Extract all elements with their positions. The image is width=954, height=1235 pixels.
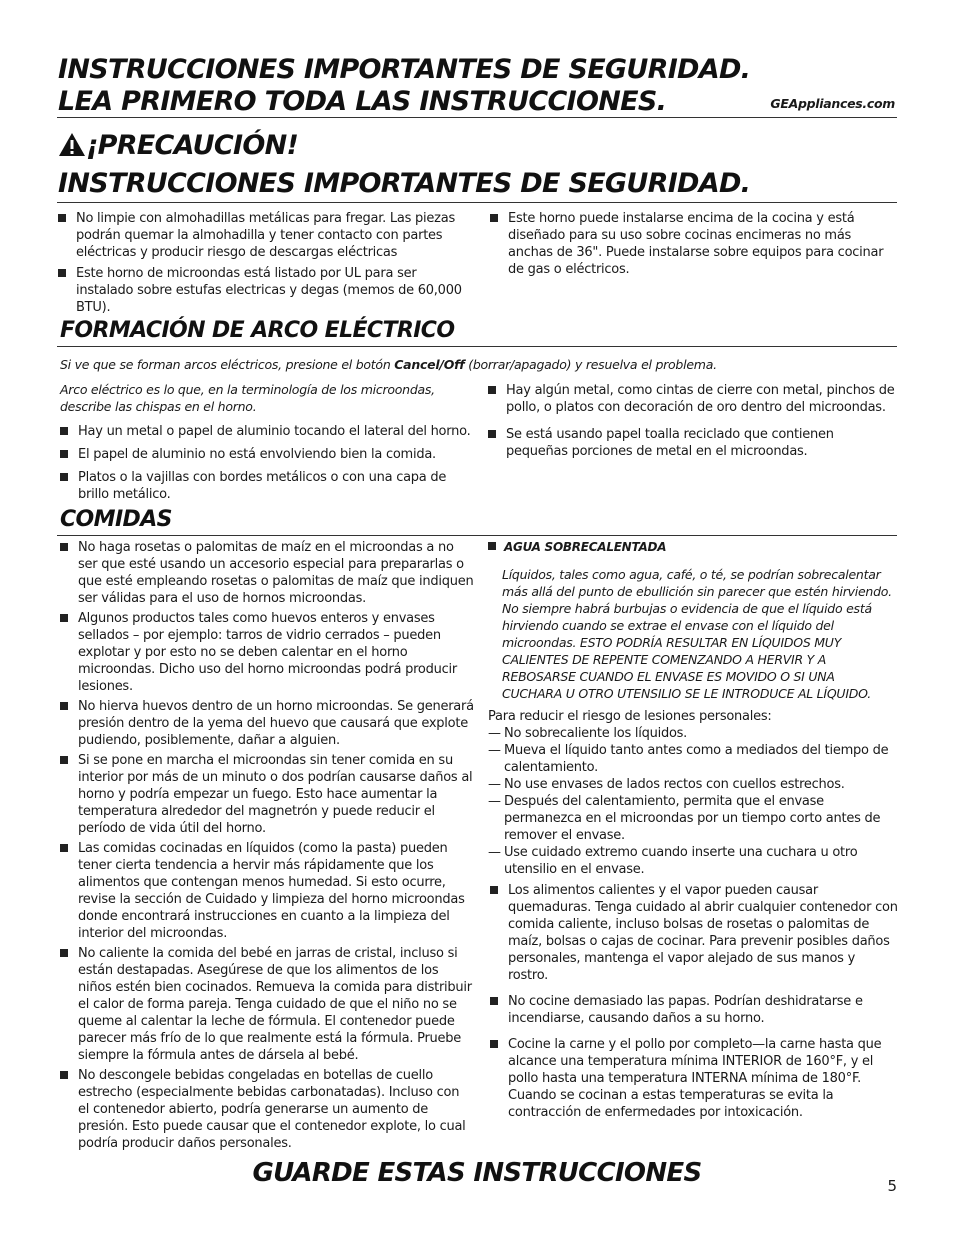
warning-icon [58, 132, 86, 157]
list-item: Este horno de microondas está listado por UL para ser instalado sobre estufas electricas y degas (memos de 60,000 BTU). [56, 265, 466, 316]
page-number: 5 [887, 1177, 897, 1195]
header-divider [57, 117, 897, 118]
arcing-definition: Arco eléctrico es lo que, en la terminología de los microondas, describe las chispas en el horno. [60, 382, 435, 414]
dash-item: — No sobrecaliente los líquidos. [488, 725, 898, 742]
list-item: Cocine la carne y el pollo por completo—la carne hasta que alcance una temperatura mínima INTERIOR de 160°F, y el pollo hasta una temperatura INTERNA mínima de 180°F. Cuando se cocinan a estas temperaturas se evita la contracción de enfermedades por intoxicación. [488, 1036, 898, 1121]
reduce-risk-intro: Para reducir el riesgo de lesiones personales: [488, 709, 772, 724]
caution-title: ¡PRECAUCIÓN! [86, 130, 299, 161]
foods-title: COMIDAS [60, 507, 172, 532]
list-item: No hierva huevos dentro de un horno microondas. Se generará presión dentro de la yema del huevo que causará que explote pudiendo, posiblemente, dañar a alguien. [58, 698, 474, 749]
website-link[interactable]: GEAppliances.com [770, 96, 895, 111]
list-item: Hay un metal o papel de aluminio tocando el lateral del horno. [58, 423, 473, 440]
superheated-water-heading: AGUA SOBRECALENTADA [488, 539, 898, 556]
caution-heading [58, 130, 898, 200]
list-item: No cocine demasiado las papas. Podrían deshidratarse e incendiarse, causando daños a su horno. [488, 993, 898, 1027]
caution-right-list [488, 210, 893, 278]
foods-left-list [58, 539, 474, 1152]
arcing-right-list [486, 382, 896, 460]
dash-item: — Después del calentamiento, permita que el envase permanezca en el microondas por un tiempo corto antes de remover el envase. [488, 793, 898, 844]
list-item: No caliente la comida del bebé en jarras de cristal, incluso si están destapadas. Asegúrese de que los alimentos de los niños estén bien cocinados. Remueva la comida para distribuir el calor de forma pareja. Tenga cuidado de que el niño no se queme al calentar la leche de fórmula. El contenedor puede parecer más frío de lo que realmente está la fórmula. Pruebe siempre la fórmula antes de dársela al bebé. [58, 945, 474, 1064]
list-item: Platos o la vajillas con bordes metálicos o con una capa de brillo metálico. [58, 469, 473, 503]
title-line-1: INSTRUCCIONES IMPORTANTES DE SEGURIDAD. [58, 54, 751, 85]
list-item: Se está usando papel toalla reciclado que contienen pequeñas porciones de metal en el microondas. [486, 426, 896, 460]
foods-divider [57, 535, 897, 536]
caution-subtitle: INSTRUCCIONES IMPORTANTES DE SEGURIDAD. [58, 168, 751, 199]
save-instructions-footer: GUARDE ESTAS INSTRUCCIONES [252, 1158, 702, 1188]
list-item: Los alimentos calientes y el vapor pueden causar quemaduras. Tenga cuidado al abrir cualquier contenedor con comida caliente, incluso bolsas de rosetas o palomitas de maíz, bolsas o cajas de cocinar. Para prevenir posibles daños personales, mantenga el vapor alejado de sus manos y rostro. [488, 882, 898, 984]
caution-left-list [56, 210, 466, 316]
list-item: No descongele bebidas congeladas en botellas de cuello estrecho (especialmente bebidas carbonatadas). Incluso con el contenedor abierto, podría generarse un aumento de presión. Esto puede causar que el contenedor explote, lo cual podría producir daños personales. [58, 1067, 474, 1152]
bullet-icon [488, 542, 496, 550]
list-item: Hay algún metal, como cintas de cierre con metal, pinchos de pollo, o platos con decoración de oro dentro del microondas. [486, 382, 896, 416]
reduce-risk-list [488, 725, 898, 878]
page-title [58, 54, 778, 118]
cancel-off-label: Cancel/Off [394, 357, 465, 372]
title-line-2: LEA PRIMERO TODA LAS INSTRUCCIONES. [58, 86, 667, 117]
caution-divider [57, 202, 897, 203]
foods-right-column [488, 539, 898, 1121]
superheated-water-text: Líquidos, tales como agua, café, o té, se podrían sobrecalentar más allá del punto de ebullición sin parecer que estén hirviendo. No siempre habrá burbujas o evidencia de que el líquido está hirviendo cuando se extrae el envase con el líquido del microondas. ESTO PODRÍA RESULTAR EN LÍQUIDOS MUY CALIENTES DE REPENTE COMENZANDO A HERVIR Y A REBOSARSE CUANDO EL ENVASE ES MOVIDO O SI UNA CUCHARA U OTRO UTENSILIO SE LE INTRODUCE AL LÍQUIDO. [502, 567, 892, 701]
list-item: Este horno puede instalarse encima de la cocina y está diseñado para su uso sobre cocinas encimeras no más anchas de 36". Puede instalarse sobre equipos para cocinar de gas o eléctricos. [488, 210, 893, 278]
list-item: Algunos productos tales como huevos enteros y envases sellados – por ejemplo: tarros de vidrio cerrados – pueden explotar y por esto no se deben calentar en el horno microondas. Dicho uso del horno microondas podrá producir lesiones. [58, 610, 474, 695]
arcing-divider [57, 346, 897, 347]
arcing-intro: Si ve que se forman arcos eléctricos, presione el botón Cancel/Off (borrar/apagado) y resuelva el problema. [60, 357, 717, 372]
dash-item: — Use cuidado extremo cuando inserte una cuchara u otro utensilio en el envase. [488, 844, 898, 878]
list-item: No haga rosetas o palomitas de maíz en el microondas a no ser que esté usando un accesorio especial para prepararlas o que esté empleando rosetas o palomitas de maíz que indiquen ser válidas para el uso de hornos microondas. [58, 539, 474, 607]
list-item: Las comidas cocinadas en líquidos (como la pasta) pueden tener cierta tendencia a hervir más rápidamente que los alimentos que contengan menos humedad. Si esto ocurre, revise la sección de Cuidado y limpieza del horno microondas donde encontrará instrucciones en cuanto a la limpieza del interior del microondas. [58, 840, 474, 942]
arcing-title: FORMACIÓN DE ARCO ELÉCTRICO [60, 318, 455, 343]
list-item: El papel de aluminio no está envolviendo bien la comida. [58, 446, 473, 463]
dash-item: — Mueva el líquido tanto antes como a mediados del tiempo de calentamiento. [488, 742, 898, 776]
list-item: Si se pone en marcha el microondas sin tener comida en su interior por más de un minuto o dos podrían causarse daños al horno y podría empezar un fuego. Esto hace aumentar la temperatura alrededor del magnetrón y puede reducir el período de vida útil del horno. [58, 752, 474, 837]
dash-item: — No use envases de lados rectos con cuellos estrechos. [488, 776, 898, 793]
arcing-left-list [58, 423, 473, 503]
list-item: No limpie con almohadillas metálicas para fregar. Las piezas podrán quemar la almohadilla y tener contacto con partes eléctricas y producir riesgo de descargas eléctricas [56, 210, 466, 261]
